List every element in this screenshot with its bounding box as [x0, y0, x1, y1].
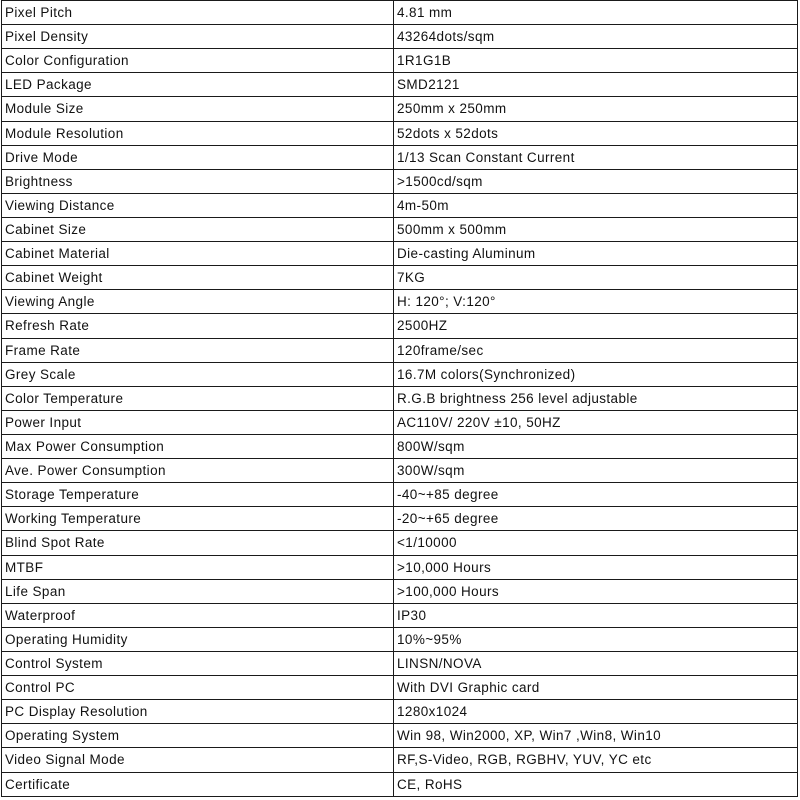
- spec-row: [2, 386, 798, 410]
- spec-value-cell: 500mm x 500mm: [394, 217, 798, 241]
- spec-row: [2, 434, 798, 458]
- spec-name-cell: Certificate: [2, 772, 394, 797]
- spec-row: [2, 266, 798, 290]
- spec-row: [2, 217, 798, 241]
- spec-row: [2, 73, 798, 97]
- spec-row: [2, 724, 798, 748]
- spec-value-cell: H: 120°; V:120°: [394, 290, 798, 314]
- spec-value-cell: Win 98, Win2000, XP, Win7 ,Win8, Win10: [394, 724, 798, 748]
- spec-name-cell: Module Size: [2, 97, 394, 121]
- spec-row: [2, 49, 798, 73]
- spec-value-cell: -40~+85 degree: [394, 483, 798, 507]
- spec-name-cell: LED Package: [2, 73, 394, 97]
- spec-name-cell: Color Configuration: [2, 49, 394, 73]
- spec-table-body: [2, 1, 798, 797]
- spec-name-cell: Refresh Rate: [2, 314, 394, 338]
- spec-row: [2, 25, 798, 49]
- spec-row: [2, 676, 798, 700]
- spec-value-cell: >1500cd/sqm: [394, 169, 798, 193]
- spec-row: [2, 97, 798, 121]
- spec-name-cell: Brightness: [2, 169, 394, 193]
- spec-value-cell: 120frame/sec: [394, 338, 798, 362]
- spec-row: [2, 651, 798, 675]
- spec-row: [2, 531, 798, 555]
- spec-row: [2, 772, 798, 797]
- spec-name-cell: Frame Rate: [2, 338, 394, 362]
- spec-row: [2, 603, 798, 627]
- spec-name-cell: Power Input: [2, 410, 394, 434]
- spec-row: [2, 579, 798, 603]
- spec-value-cell: With DVI Graphic card: [394, 676, 798, 700]
- spec-row: [2, 410, 798, 434]
- spec-name-cell: Working Temperature: [2, 507, 394, 531]
- spec-row: [2, 627, 798, 651]
- spec-value-cell: 43264dots/sqm: [394, 25, 798, 49]
- spec-row: [2, 290, 798, 314]
- spec-value-cell: AC110V/ 220V ±10, 50HZ: [394, 410, 798, 434]
- spec-name-cell: Video Signal Mode: [2, 748, 394, 772]
- spec-row: [2, 1, 798, 25]
- spec-name-cell: Pixel Pitch: [2, 1, 394, 25]
- spec-value-cell: IP30: [394, 603, 798, 627]
- spec-value-cell: 4m-50m: [394, 193, 798, 217]
- spec-value-cell: <1/10000: [394, 531, 798, 555]
- spec-value-cell: 16.7M colors(Synchronized): [394, 362, 798, 386]
- spec-row: [2, 169, 798, 193]
- spec-name-cell: Viewing Angle: [2, 290, 394, 314]
- spec-value-cell: Die-casting Aluminum: [394, 242, 798, 266]
- spec-name-cell: Color Temperature: [2, 386, 394, 410]
- spec-name-cell: Viewing Distance: [2, 193, 394, 217]
- spec-value-cell: 800W/sqm: [394, 434, 798, 458]
- spec-value-cell: R.G.B brightness 256 level adjustable: [394, 386, 798, 410]
- spec-row: [2, 555, 798, 579]
- spec-value-cell: 52dots x 52dots: [394, 121, 798, 145]
- spec-value-cell: >10,000 Hours: [394, 555, 798, 579]
- spec-row: [2, 145, 798, 169]
- spec-name-cell: Blind Spot Rate: [2, 531, 394, 555]
- spec-row: [2, 748, 798, 772]
- spec-name-cell: Module Resolution: [2, 121, 394, 145]
- spec-name-cell: PC Display Resolution: [2, 700, 394, 724]
- spec-value-cell: 1/13 Scan Constant Current: [394, 145, 798, 169]
- spec-value-cell: 1R1G1B: [394, 49, 798, 73]
- spec-name-cell: Waterproof: [2, 603, 394, 627]
- spec-value-cell: 300W/sqm: [394, 459, 798, 483]
- spec-name-cell: Storage Temperature: [2, 483, 394, 507]
- spec-value-cell: 7KG: [394, 266, 798, 290]
- spec-name-cell: Grey Scale: [2, 362, 394, 386]
- spec-name-cell: Cabinet Weight: [2, 266, 394, 290]
- spec-value-cell: 250mm x 250mm: [394, 97, 798, 121]
- spec-value-cell: >100,000 Hours: [394, 579, 798, 603]
- spec-name-cell: Operating System: [2, 724, 394, 748]
- spec-value-cell: 4.81 mm: [394, 1, 798, 25]
- spec-name-cell: Ave. Power Consumption: [2, 459, 394, 483]
- spec-row: [2, 362, 798, 386]
- spec-value-cell: LINSN/NOVA: [394, 651, 798, 675]
- spec-row: [2, 314, 798, 338]
- spec-value-cell: -20~+65 degree: [394, 507, 798, 531]
- spec-value-cell: RF,S-Video, RGB, RGBHV, YUV, YC etc: [394, 748, 798, 772]
- spec-row: [2, 507, 798, 531]
- spec-row: [2, 121, 798, 145]
- spec-name-cell: MTBF: [2, 555, 394, 579]
- spec-value-cell: 2500HZ: [394, 314, 798, 338]
- spec-name-cell: Cabinet Size: [2, 217, 394, 241]
- spec-value-cell: SMD2121: [394, 73, 798, 97]
- spec-value-cell: CE, RoHS: [394, 772, 798, 797]
- spec-row: [2, 193, 798, 217]
- spec-name-cell: Operating Humidity: [2, 627, 394, 651]
- spec-row: [2, 242, 798, 266]
- spec-name-cell: Drive Mode: [2, 145, 394, 169]
- spec-name-cell: Control System: [2, 651, 394, 675]
- spec-row: [2, 700, 798, 724]
- spec-table: [1, 0, 798, 797]
- spec-row: [2, 338, 798, 362]
- spec-name-cell: Control PC: [2, 676, 394, 700]
- spec-value-cell: 1280x1024: [394, 700, 798, 724]
- spec-row: [2, 483, 798, 507]
- spec-name-cell: Life Span: [2, 579, 394, 603]
- spec-name-cell: Max Power Consumption: [2, 434, 394, 458]
- spec-value-cell: 10%~95%: [394, 627, 798, 651]
- spec-name-cell: Cabinet Material: [2, 242, 394, 266]
- spec-row: [2, 459, 798, 483]
- spec-name-cell: Pixel Density: [2, 25, 394, 49]
